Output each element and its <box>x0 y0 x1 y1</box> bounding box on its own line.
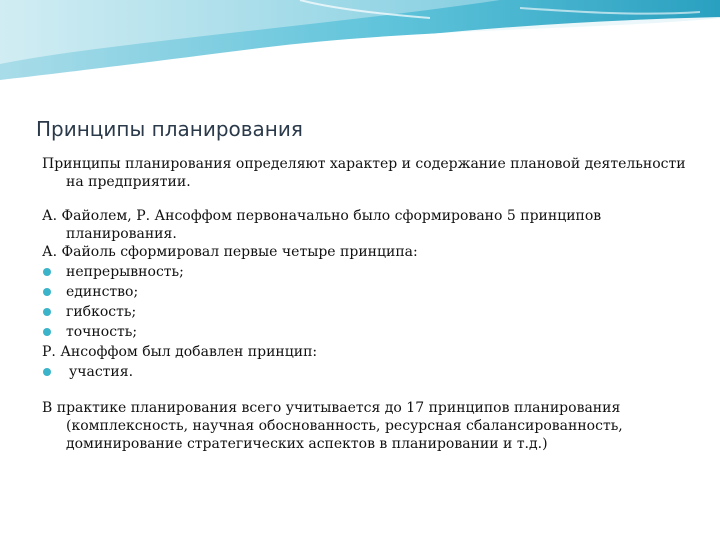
list-item <box>42 323 692 341</box>
list-item <box>42 303 692 321</box>
intro-paragraph: Принципы планирования определяют характер и содержание плановой деятельности на предприятии. <box>42 156 686 190</box>
slide-title: Принципы планирования <box>36 117 303 141</box>
practice-paragraph: В практике планирования всего учитывается до 17 принципов планирования (комплексность, научная обоснованность, ресурсная сбалансированность, доминирование стратегических аспектов в планировании и т.д.) <box>42 400 623 452</box>
list-item-text: единство; <box>66 284 139 300</box>
list-item <box>42 363 692 381</box>
list-item-text: участия. <box>69 364 134 380</box>
fayol-principles-list <box>42 263 692 341</box>
list-item-text: гибкость; <box>66 304 137 320</box>
list-item <box>42 283 692 301</box>
spacer <box>42 383 692 399</box>
list-item-text: точность; <box>66 324 138 340</box>
slide-body <box>42 155 692 453</box>
founders-paragraph: А. Файолем, Р. Ансоффом первоначально было сформировано 5 принципов планирования. <box>42 208 602 242</box>
bullet-dot-icon <box>43 328 51 336</box>
spacer <box>42 191 692 207</box>
list-item-text: непрерывность; <box>66 264 184 280</box>
bullet-dot-icon <box>43 288 51 296</box>
ansoff-principles-list <box>42 363 692 381</box>
fayol-paragraph: А. Файоль сформировал первые четыре принципа: <box>42 244 418 260</box>
decorative-header-wave <box>0 0 720 100</box>
list-item <box>42 263 692 281</box>
bullet-dot-icon <box>43 308 51 316</box>
bullet-dot-icon <box>43 368 51 376</box>
bullet-dot-icon <box>43 268 51 276</box>
ansoff-paragraph: Р. Ансоффом был добавлен принцип: <box>42 344 318 360</box>
